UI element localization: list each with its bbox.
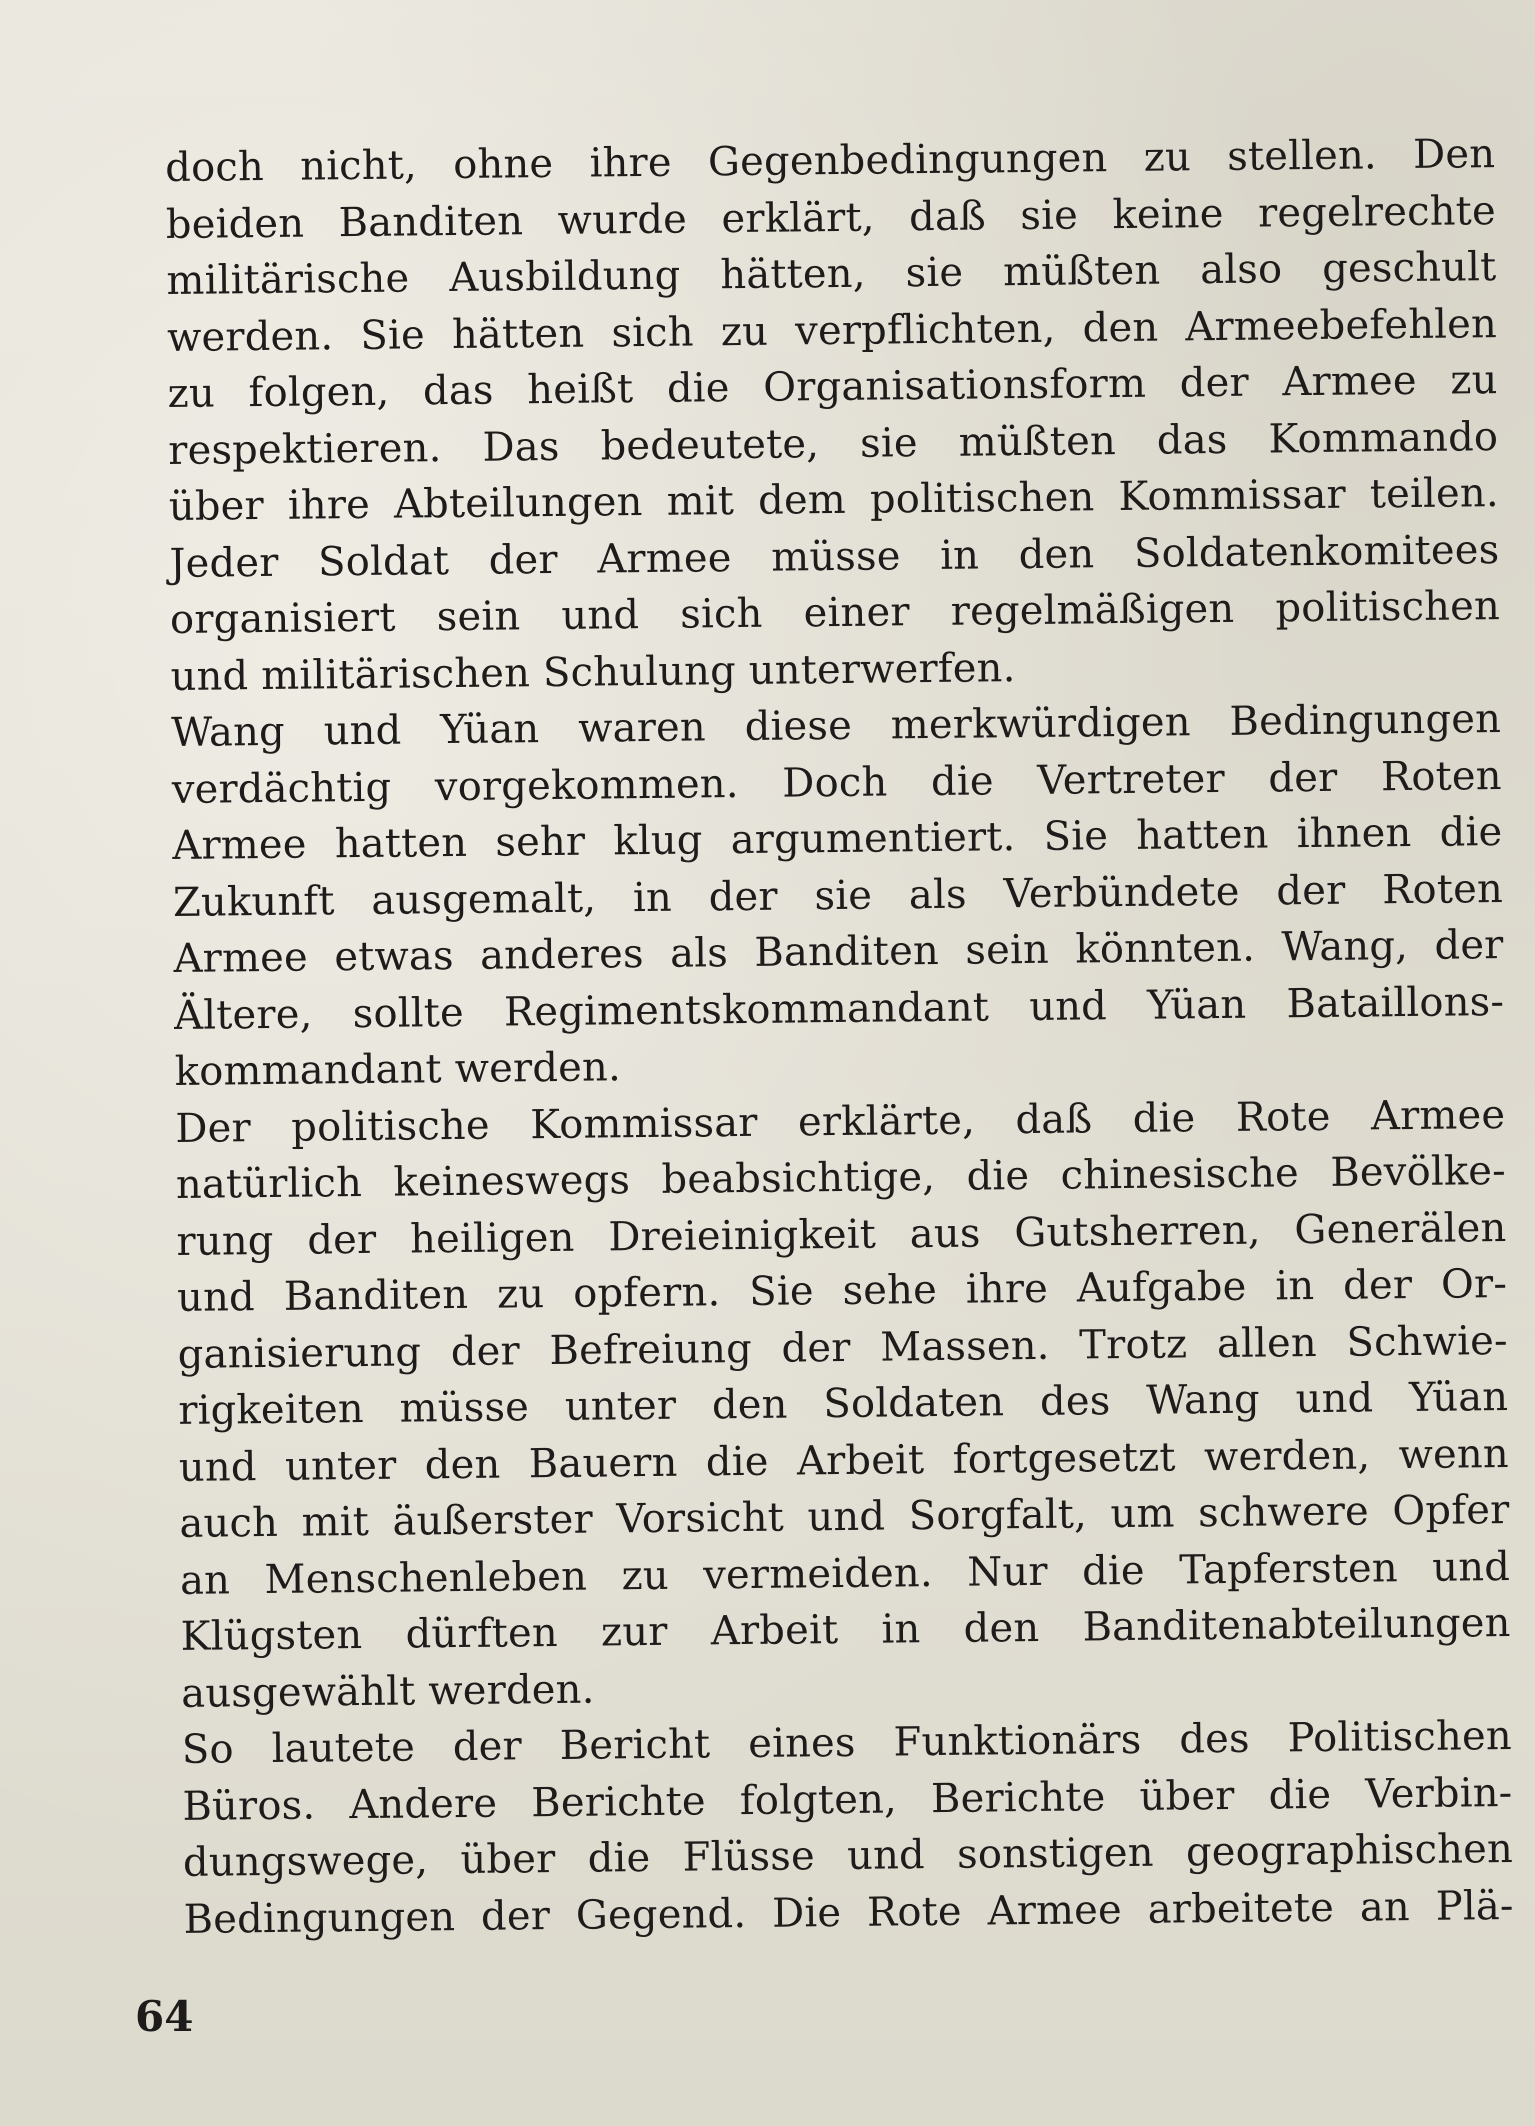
text-line: an Menschenleben zu vermeiden. Nur die Tapfersten und	[179, 1543, 1511, 1604]
text-line: Bedingungen der Gegend. Die Rote Armee arbeitete an Plä-	[183, 1882, 1514, 1943]
text-line: Klügsten dürften zur Arbeit in den Banditenabteilungen	[180, 1599, 1511, 1660]
text-line: Wang und Yüan waren diese merkwürdigen Bedingungen	[170, 696, 1502, 756]
text-line: zu folgen, das heißt die Organisationsform der Armee zu	[167, 357, 1498, 417]
text-line: über ihre Abteilungen mit dem politischen Kommissar teilen.	[168, 470, 1500, 530]
text-line: ganisierung der Befreiung der Massen. Trotz allen Schwie-	[177, 1317, 1508, 1378]
text-line: und militärischen Schulung unterwerfen.	[170, 644, 1016, 700]
text-line: beiden Banditen wurde erklärt, daß sie keine regelrechte	[165, 187, 1497, 248]
text-line: Zukunft ausgemalt, in der sie als Verbündete der Roten	[172, 865, 1504, 926]
text-line: Ältere, sollte Regimentskommandant und Yüan Bataillons-	[173, 978, 1505, 1039]
body-text	[165, 126, 1514, 1948]
text-line: militärische Ausbildung hätten, sie müßten also geschult	[166, 244, 1497, 304]
text-line: rigkeiten müsse unter den Soldaten des Wang und Yüan	[178, 1374, 1509, 1434]
text-line: rung der heiligen Dreieinigkeit aus Gutsherren, Generälen	[176, 1204, 1507, 1265]
page-number: 64	[135, 1992, 194, 2041]
text-line: respektieren. Das bedeutete, sie müßten das Kommando	[168, 413, 1499, 474]
text-line: und Banditen zu opfern. Sie sehe ihre Aufgabe in der Or-	[176, 1261, 1508, 1321]
text-line: Büros. Andere Berichte folgten, Berichte über die Verbin-	[182, 1769, 1513, 1830]
text-line: Armee etwas anderes als Banditen sein könnten. Wang, der	[173, 922, 1504, 982]
text-line: werden. Sie hätten sich zu verpflichten, den Armeebefehlen	[166, 300, 1498, 361]
text-line: verdächtig vorgekommen. Doch die Vertreter der Roten	[171, 752, 1502, 813]
text-line: Armee hatten sehr klug argumentiert. Sie hatten ihnen die	[172, 809, 1503, 869]
text-line: ausgewählt werden.	[181, 1666, 595, 1717]
text-line: So lautete der Bericht eines Funktionärs des Politischen	[181, 1712, 1513, 1773]
text-line: natürlich keineswegs beabsichtige, die chinesische Bevölke-	[175, 1148, 1507, 1208]
text-line: doch nicht, ohne ihre Gegenbedingungen zu stellen. Den	[165, 131, 1496, 191]
text-line: auch mit äußerster Vorsicht und Sorgfalt, um schwere Opfer	[179, 1486, 1510, 1547]
text-line: Jeder Soldat der Armee müsse in den Soldatenkomitees	[169, 526, 1500, 587]
text-line: organisiert sein und sich einer regelmäßigen politischen	[169, 583, 1501, 643]
text-line: dungswege, über die Flüsse und sonstigen geographischen	[182, 1825, 1514, 1886]
text-line: kommandant werden.	[174, 1044, 622, 1095]
text-line: und unter den Bauern die Arbeit fortgesetzt werden, wenn	[178, 1430, 1510, 1491]
text-line: Der politische Kommissar erklärte, daß die Rote Armee	[175, 1091, 1506, 1152]
